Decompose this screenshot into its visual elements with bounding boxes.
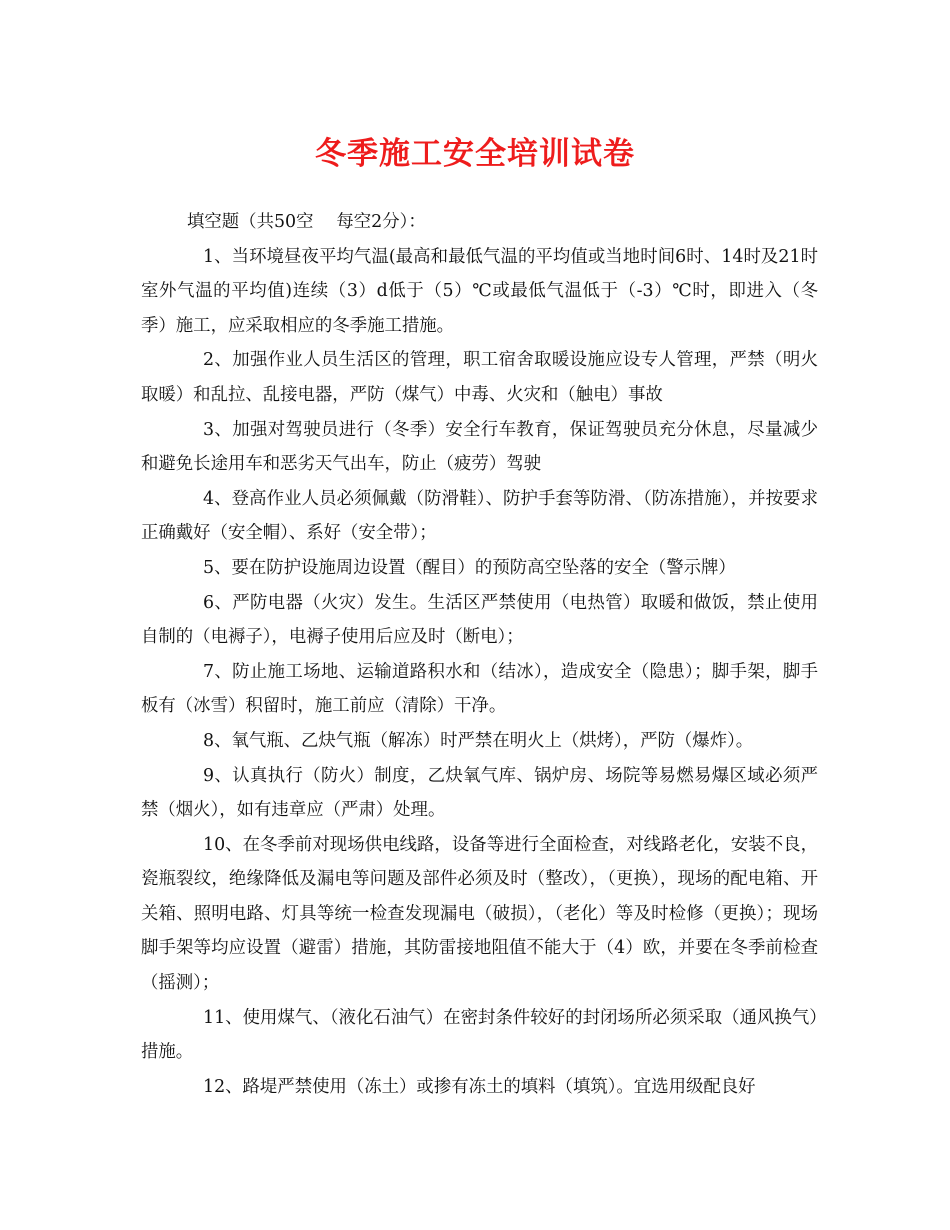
question-item-6: 6、严防电器（火灾）发生。生活区严禁使用（电热管）取暖和做饭，禁止使用自制的（电褥子），电褥子使用后应及时（断电）； (141, 592, 818, 648)
document-body (141, 205, 818, 1104)
question-item-7: 7、防止施工场地、运输道路积水和（结冰），造成安全（隐患）；脚手架，脚手板有（冰雪）积留时，施工前应（清除）干净。 (141, 661, 818, 717)
question-item-5: 5、要在防护设施周边设置（醒目）的预防高空坠落的安全（警示牌） (203, 557, 736, 578)
question-item-1: 1、当环境昼夜平均气温(最高和最低气温的平均值或当地时间6时、14时及21时室外气温的平均值)连续（3）d低于（5）℃或最低气温低于（-3）℃时，即进入（冬季）施工，应采取相应的冬季施工措施。 (141, 246, 818, 336)
question-item-8: 8、氧气瓶、乙炔气瓶（解冻）时严禁在明火上（烘烤），严防（爆炸）。 (203, 730, 754, 751)
page-title: 冬季施工安全培训试卷 (315, 136, 635, 172)
question-item-10: 10、在冬季前对现场供电线路，设备等进行全面检查，对线路老化，安装不良，瓷瓶裂纹，绝缘降低及漏电等问题及部件必须及时（整改），（更换），现场的配电箱、开关箱、照明电路、灯具等统一检查发现漏电（破损），（老化）等及时检修（更换）；现场脚手架等均应设置（避雷）措施，其防雷接地阻值不能大于（4）欧，并要在冬季前检查（摇测）； (141, 834, 818, 994)
section-heading: 填空题（共50空 每空2分）： (187, 212, 426, 232)
question-item-12: 12、路堤严禁使用（冻土）或掺有冻土的填料（填筑）。宜选用级配良好 (203, 1076, 756, 1097)
question-item-4: 4、登高作业人员必须佩戴（防滑鞋）、防护手套等防滑、（防冻措施），并按要求正确戴好（安全帽）、系好（安全带）； (141, 488, 818, 544)
question-item-11: 11、使用煤气、（液化石油气）在密封条件较好的封闭场所必须采取（通风换气）措施。 (141, 1007, 818, 1063)
question-item-2: 2、加强作业人员生活区的管理，职工宿舍取暖设施应设专人管理，严禁（明火取暖）和乱拉、乱接电器，严防（煤气）中毒、火灾和（触电）事故 (141, 350, 818, 405)
question-item-3: 3、加强对驾驶员进行（冬季）安全行车教育，保证驾驶员充分休息，尽量减少和避免长途用车和恶劣天气出车，防止（疲劳）驾驶 (141, 419, 818, 475)
question-item-9: 9、认真执行（防火）制度，乙炔氧气库、锅炉房、场院等易燃易爆区域必须严禁（烟火），如有违章应（严肃）处理。 (141, 765, 818, 821)
